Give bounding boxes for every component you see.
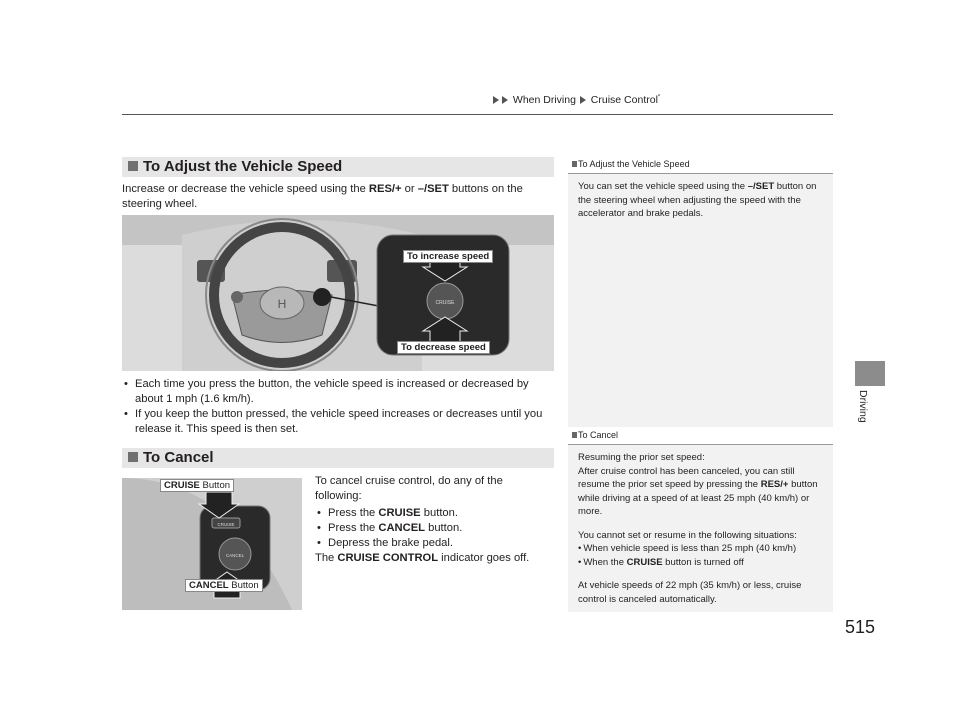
note-adjust-title: To Adjust the Vehicle Speed xyxy=(568,157,833,174)
adjust-bullets xyxy=(122,377,556,437)
note-icon xyxy=(572,432,577,438)
chevron-right-icon xyxy=(502,96,508,104)
chevron-right-icon xyxy=(493,96,499,104)
callout-cancel-button: CANCEL Button xyxy=(185,579,263,592)
square-bullet-icon xyxy=(128,452,138,462)
section-tab-label: Driving xyxy=(857,390,869,423)
callout-increase-speed: To increase speed xyxy=(403,250,493,263)
svg-text:H: H xyxy=(277,297,287,311)
list-item: • Press the CANCEL button. xyxy=(315,521,540,536)
cancel-intro: To cancel cruise control, do any of the following: xyxy=(315,475,503,502)
list-item: • When vehicle speed is less than 25 mph (40 km/h) xyxy=(578,542,823,556)
section-tab-marker xyxy=(855,361,885,386)
list-item: • When the CRUISE button is turned off xyxy=(578,556,823,570)
header-divider xyxy=(122,114,833,115)
square-bullet-icon xyxy=(128,161,138,171)
svg-text:CRUISE: CRUISE xyxy=(217,522,235,527)
indicator-note: The CRUISE CONTROL indicator goes off. xyxy=(315,552,530,564)
list-item: • Press the CRUISE button. xyxy=(315,506,540,521)
svg-text:CANCEL: CANCEL xyxy=(225,553,245,558)
note-adjust xyxy=(568,157,833,427)
note-icon xyxy=(572,161,577,167)
note-cancel xyxy=(568,428,833,612)
note-cancel-body: Resuming the prior set speed: After cruise control has been canceled, you can still resume the prior set speed by pressing the RES/+ button while driving at a speed of at least 25 mph (40 km/h) or more. You cannot set or resume in the following situations: • When vehicle speed is less than 25 mph (40 km/h) • When the CRUISE button is turned off At vehicle speeds of 22 mph (35 km/h) or less, cruise control is canceled automatically. xyxy=(568,445,833,606)
callout-cruise-button: CRUISE Button xyxy=(160,479,234,492)
svg-text:CRUISE: CRUISE xyxy=(435,300,455,306)
breadcrumb-item-when-driving[interactable]: When Driving xyxy=(512,94,576,106)
list-item: • Each time you press the button, the vehicle speed is increased or decreased by about 1 mph (1.6 km/h). xyxy=(122,377,556,407)
page-number: 515 xyxy=(845,617,876,637)
chevron-right-icon xyxy=(580,96,586,104)
note-cancel-title: To Cancel xyxy=(568,428,833,445)
section-heading-adjust: To Adjust the Vehicle Speed xyxy=(122,157,554,177)
section-heading-cancel: To Cancel xyxy=(122,448,554,468)
cancel-text xyxy=(315,474,540,566)
breadcrumb xyxy=(492,94,660,106)
callout-decrease-speed: To decrease speed xyxy=(397,341,490,354)
note-adjust-body: You can set the vehicle speed using the –/SET button on the steering wheel when adjusting the speed with the accelerator and brake pedals. xyxy=(578,181,817,219)
breadcrumb-item-cruise-control[interactable]: Cruise Control xyxy=(590,94,658,106)
list-item: • Depress the brake pedal. xyxy=(315,536,540,551)
adjust-intro: Increase or decrease the vehicle speed using the RES/+ or –/SET buttons on the steering wheel. xyxy=(122,183,523,210)
asterisk-mark: * xyxy=(657,94,661,101)
cancel-bullets xyxy=(315,506,540,551)
list-item: • If you keep the button pressed, the vehicle speed increases or decreases until you release it. This speed is then set. xyxy=(122,407,556,437)
